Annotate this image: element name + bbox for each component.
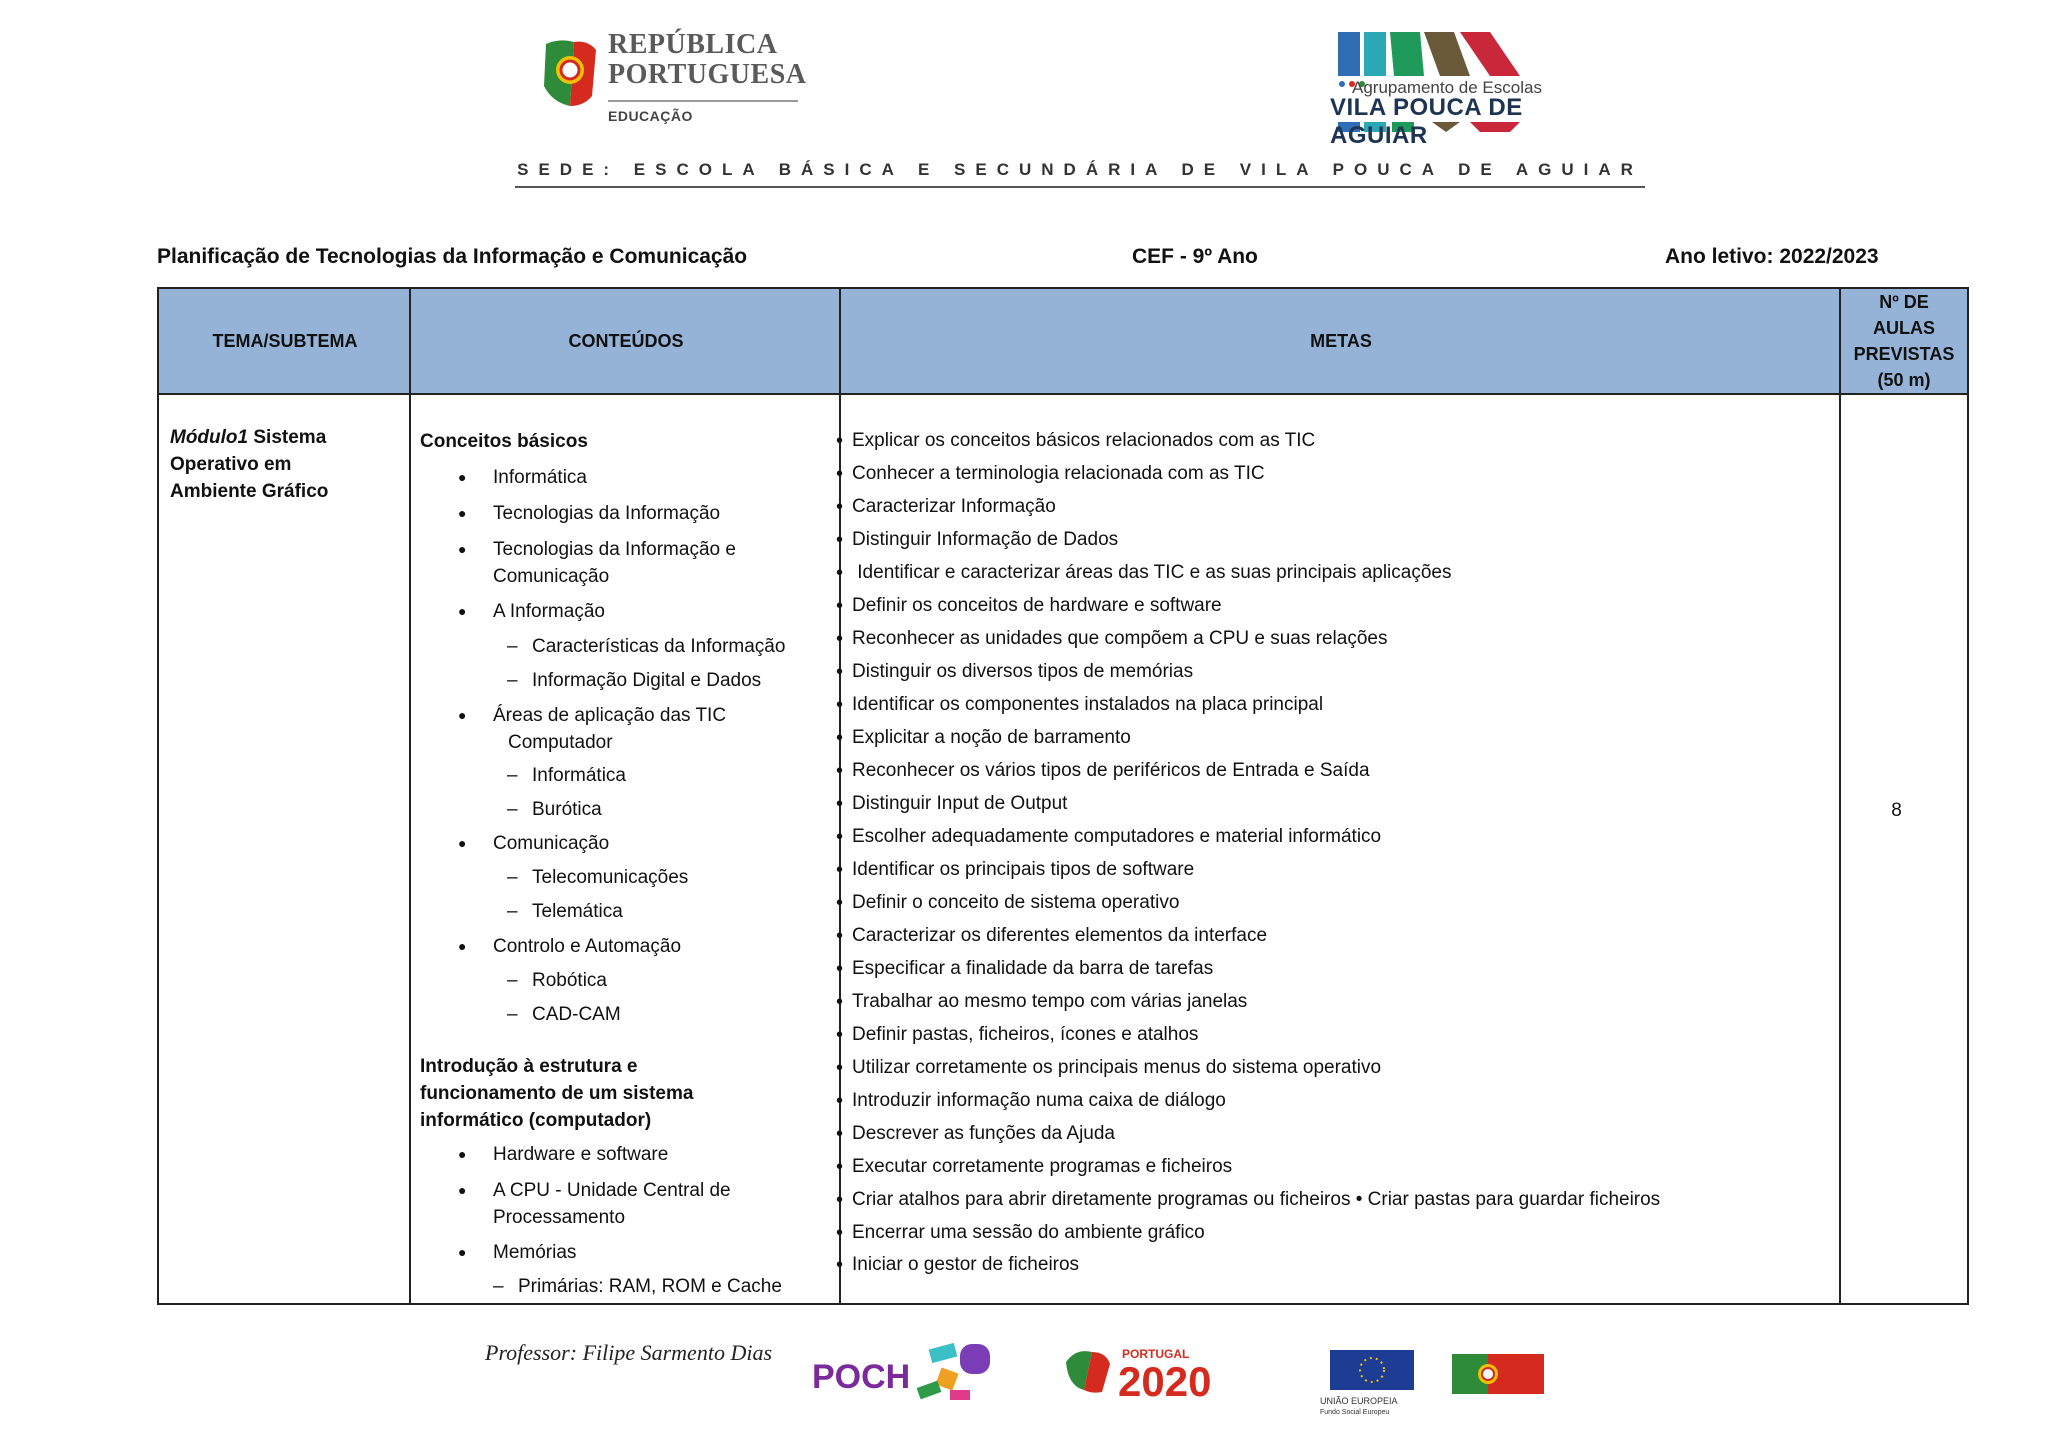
- meta-item: • Caracterizar os diferentes elementos da interface: [852, 924, 1267, 948]
- header-aulas: [1841, 289, 1967, 395]
- meta-item: • Encerrar uma sessão do ambiente gráfico: [852, 1221, 1205, 1245]
- meta-item: • Identificar e caracterizar áreas das TIC e as suas principais aplicações: [852, 561, 1451, 585]
- tema-rest2: Operativo em: [170, 454, 292, 475]
- meta-item: • Identificar os componentes instalados na placa principal: [852, 693, 1323, 717]
- republica-divider: [608, 100, 798, 102]
- school-year: Ano letivo: 2022/2023: [1665, 245, 1879, 268]
- meta-item: • Definir os conceitos de hardware e software: [852, 594, 1222, 618]
- conteudo-subitem: – Primárias: RAM, ROM e Cache: [518, 1273, 782, 1300]
- agrupamento-sub: Agrupamento de Escolas: [1352, 78, 1542, 97]
- course-label: CEF - 9º Ano: [1132, 245, 1258, 268]
- conteudo-item-cont: Computador: [508, 732, 613, 753]
- page-title: Planificação de Tecnologias da Informação e Comunicação: [157, 245, 748, 268]
- meta-item: • Explicar os conceitos básicos relacionados com as TIC: [852, 429, 1315, 453]
- meta-item: • Escolher adequadamente computadores e material informático: [852, 825, 1381, 849]
- agrupamento-name: VILA POUCA DE AGUIAR: [1330, 94, 1523, 149]
- portugal-text: PORTUGAL: [1122, 1347, 1190, 1361]
- poch-logo: [810, 1340, 1020, 1412]
- eu-flag-icon: [1318, 1350, 1418, 1420]
- header-aulas-l1: Nº DE: [1879, 292, 1929, 312]
- portugal-flag-icon: [1452, 1354, 1544, 1394]
- meta-item: • Utilizar corretamente os principais menus do sistema operativo: [852, 1056, 1381, 1080]
- conteudos-head2a: Introdução à estrutura e: [420, 1056, 638, 1077]
- col-divider-1: [409, 289, 411, 1303]
- aulas-value: 8: [1891, 800, 1902, 821]
- meta-item: • Iniciar o gestor de ficheiros: [852, 1253, 1079, 1277]
- conteudo-subitem: – Características da Informação: [532, 633, 785, 660]
- conteudo-subitem: – Robótica: [532, 967, 607, 994]
- conteudo-subitem: – CAD-CAM: [532, 1001, 621, 1028]
- tema-module: Módulo1: [170, 427, 249, 448]
- meta-item: • Identificar os principais tipos de software: [852, 858, 1194, 882]
- meta-item: • Criar atalhos para abrir diretamente programas ou ficheiros • Criar pastas para guardar ficheiros: [852, 1188, 1660, 1212]
- republica-line1: REPÚBLICA: [608, 29, 778, 60]
- meta-item: • Especificar a finalidade da barra de tarefas: [852, 957, 1213, 981]
- tema-cell: [170, 424, 390, 505]
- conteudo-item: ● Informática: [493, 464, 587, 491]
- meta-item: • Reconhecer as unidades que compõem a CPU e suas relações: [852, 627, 1387, 651]
- header-aulas-l2: AULAS: [1873, 318, 1935, 338]
- conteudo-item: ● Tecnologias da Informação: [493, 500, 720, 527]
- poch-text: POCH: [812, 1358, 911, 1396]
- header-divider: [515, 186, 1645, 188]
- republica-sub: EDUCAÇÃO: [608, 108, 693, 124]
- header-metas: METAS: [841, 289, 1841, 395]
- tema-rest3: Ambiente Gráfico: [170, 481, 329, 502]
- meta-item: • Caracterizar Informação: [852, 495, 1056, 519]
- meta-item: • Executar corretamente programas e ficheiros: [852, 1155, 1232, 1179]
- conteudo-item: ● Comunicação: [493, 830, 609, 857]
- conteudo-item: ● Controlo e Automação: [493, 933, 681, 960]
- eu-line1: UNIÃO EUROPEIA: [1320, 1396, 1398, 1406]
- meta-item: • Introduzir informação numa caixa de diálogo: [852, 1089, 1226, 1113]
- poch-graphic-icon: [810, 1340, 1020, 1412]
- meta-item: • Distinguir os diversos tipos de memórias: [852, 660, 1193, 684]
- portugal-emblem-icon: [540, 36, 598, 108]
- meta-item: • Trabalhar ao mesmo tempo com várias janelas: [852, 990, 1247, 1014]
- header-conteudos: CONTEÚDOS: [411, 289, 841, 395]
- meta-item: • Reconhecer os vários tipos de periféricos de Entrada e Saída: [852, 759, 1370, 783]
- conteudo-subitem: – Informática: [532, 762, 626, 789]
- header-aulas-l3: PREVISTAS: [1853, 344, 1955, 364]
- meta-item: • Explicitar a noção de barramento: [852, 726, 1131, 750]
- portugal-2020-icon: [1062, 1342, 1292, 1402]
- tema-rest1: Sistema: [248, 427, 327, 448]
- conteudos-head2c: informático (computador): [420, 1110, 652, 1131]
- portugal-2020-logo: [1062, 1342, 1292, 1402]
- conteudo-subitem: – Informação Digital e Dados: [532, 667, 761, 694]
- conteudo-item: ● A Informação: [493, 598, 605, 625]
- header-aulas-l4: (50 m): [1877, 370, 1931, 390]
- professor-name: Professor: Filipe Sarmento Dias: [485, 1340, 772, 1365]
- republica-line2: PORTUGUESA: [608, 59, 807, 90]
- meta-item: • Distinguir Informação de Dados: [852, 528, 1118, 552]
- conteudos-head1: Conceitos básicos: [420, 431, 588, 452]
- eu-logo: [1318, 1350, 1418, 1420]
- p2020-text: 2020: [1118, 1358, 1212, 1402]
- col-divider-3: [1839, 289, 1841, 1303]
- meta-item: • Definir pastas, ficheiros, ícones e atalhos: [852, 1023, 1198, 1047]
- conteudo-item: ● A CPU - Unidade Central de: [493, 1177, 731, 1204]
- conteudo-item-cont: Processamento: [493, 1207, 626, 1228]
- conteudo-item: ● Tecnologias da Informação e: [493, 536, 736, 563]
- meta-item: • Definir o conceito de sistema operativo: [852, 891, 1179, 915]
- conteudo-item: ● Memórias: [493, 1239, 576, 1266]
- sede-text: SEDE: ESCOLA BÁSICA E SECUNDÁRIA DE VILA POUCA DE AGUIAR: [517, 160, 1643, 179]
- header-tema: TEMA/SUBTEMA: [159, 289, 411, 395]
- republica-portuguesa-logo: [540, 29, 807, 130]
- conteudo-subitem: – Telecomunicações: [532, 864, 688, 891]
- meta-item: • Conhecer a terminologia relacionada com as TIC: [852, 462, 1265, 486]
- conteudo-item-cont: Comunicação: [493, 566, 610, 587]
- conteudo-item: ● Hardware e software: [493, 1141, 668, 1168]
- conteudo-subitem: – Telemática: [532, 898, 623, 925]
- meta-item: • Distinguir Input de Output: [852, 792, 1067, 816]
- conteudo-item: ● Áreas de aplicação das TIC: [493, 702, 726, 729]
- eu-line2: Fundo Social Europeu: [1320, 1409, 1390, 1416]
- conteudo-subitem: – Burótica: [532, 796, 602, 823]
- agrupamento-logo: [1300, 28, 1610, 149]
- portugal-flag: [1452, 1354, 1544, 1394]
- conteudos-head2b: funcionamento de um sistema: [420, 1083, 694, 1104]
- meta-item: • Descrever as funções da Ajuda: [852, 1122, 1115, 1146]
